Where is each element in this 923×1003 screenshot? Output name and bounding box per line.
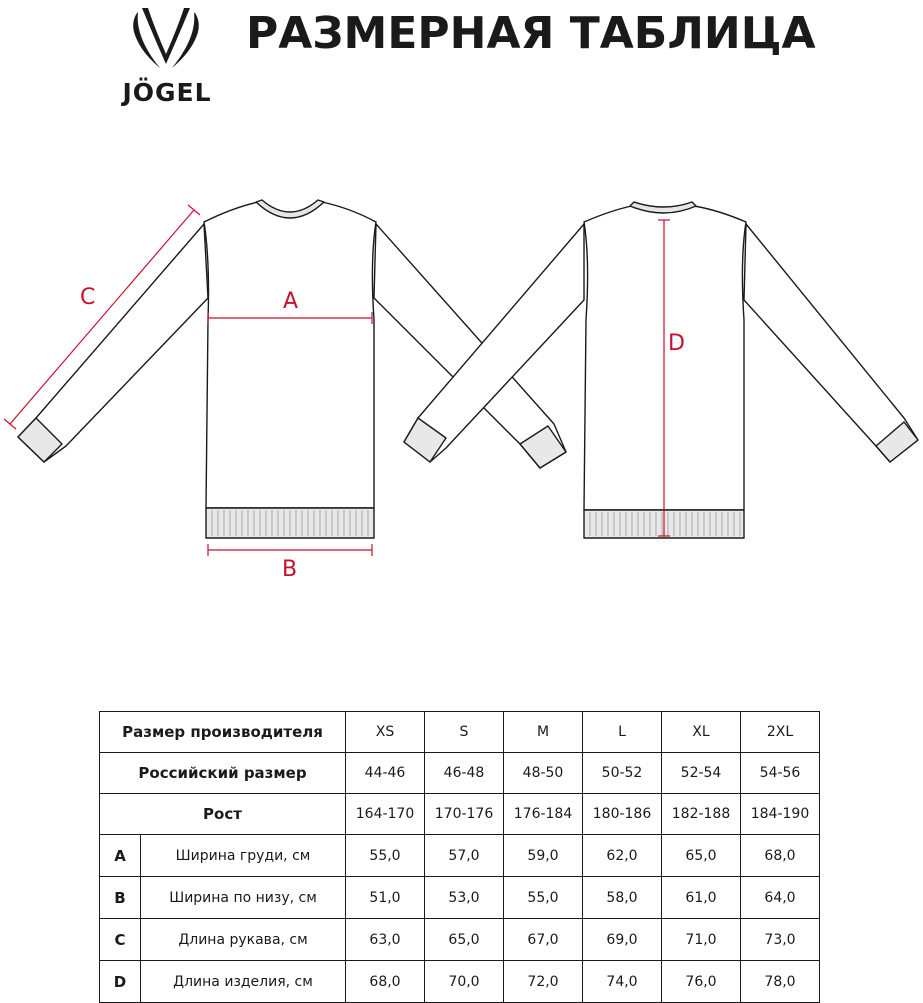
value-cell: 64,0 <box>741 877 820 919</box>
table-row-b <box>100 877 820 919</box>
front-body <box>204 202 376 508</box>
value-cell: 68,0 <box>741 835 820 877</box>
height-cell: 182-188 <box>662 794 741 835</box>
value-cell: 67,0 <box>504 919 583 961</box>
value-cell: 65,0 <box>662 835 741 877</box>
value-cell: 55,0 <box>504 877 583 919</box>
value-cell: 76,0 <box>662 961 741 1003</box>
height-cell: 170-176 <box>425 794 504 835</box>
value-cell: 61,0 <box>662 877 741 919</box>
value-cell: 59,0 <box>504 835 583 877</box>
jogel-emblem-icon <box>108 2 226 82</box>
size-cell: XL <box>662 712 741 753</box>
height-cell: 180-186 <box>583 794 662 835</box>
size-cell: 2XL <box>741 712 820 753</box>
russian-size-cell: 50-52 <box>583 753 662 794</box>
row-label: Ширина по низу, см <box>141 877 346 919</box>
value-cell: 73,0 <box>741 919 820 961</box>
header-maker-size: Размер производителя <box>100 712 346 753</box>
russian-size-cell: 44-46 <box>346 753 425 794</box>
row-letter: C <box>100 919 141 961</box>
russian-size-cell: 46-48 <box>425 753 504 794</box>
size-cell: S <box>425 712 504 753</box>
value-cell: 63,0 <box>346 919 425 961</box>
value-cell: 70,0 <box>425 961 504 1003</box>
value-cell: 57,0 <box>425 835 504 877</box>
size-cell: XS <box>346 712 425 753</box>
table-row-russian-size <box>100 753 820 794</box>
measure-d-label: D <box>668 331 685 356</box>
value-cell: 74,0 <box>583 961 662 1003</box>
brand-name: JÖGEL <box>122 78 212 107</box>
row-letter: D <box>100 961 141 1003</box>
page-title: РАЗМЕРНАЯ ТАБЛИЦА <box>246 8 816 59</box>
value-cell: 58,0 <box>583 877 662 919</box>
brand-logo <box>108 2 226 110</box>
header-height: Рост <box>100 794 346 835</box>
height-cell: 184-190 <box>741 794 820 835</box>
front-left-sleeve <box>18 224 208 462</box>
table-row-maker-size <box>100 712 820 753</box>
russian-size-cell: 54-56 <box>741 753 820 794</box>
back-body <box>584 206 746 510</box>
value-cell: 78,0 <box>741 961 820 1003</box>
measure-c-label: C <box>80 285 96 310</box>
row-label: Длина изделия, см <box>141 961 346 1003</box>
size-table <box>99 711 820 1003</box>
value-cell: 55,0 <box>346 835 425 877</box>
size-cell: L <box>583 712 662 753</box>
value-cell: 53,0 <box>425 877 504 919</box>
page-header <box>0 0 923 120</box>
header-russian-size: Российский размер <box>100 753 346 794</box>
row-letter: A <box>100 835 141 877</box>
value-cell: 72,0 <box>504 961 583 1003</box>
value-cell: 69,0 <box>583 919 662 961</box>
value-cell: 65,0 <box>425 919 504 961</box>
row-label: Длина рукава, см <box>141 919 346 961</box>
table-row-height <box>100 794 820 835</box>
table-row-a <box>100 835 820 877</box>
sweatshirt-drawing <box>0 180 923 600</box>
row-label: Ширина груди, см <box>141 835 346 877</box>
table-row-d <box>100 961 820 1003</box>
value-cell: 62,0 <box>583 835 662 877</box>
row-letter: B <box>100 877 141 919</box>
russian-size-cell: 52-54 <box>662 753 741 794</box>
size-cell: M <box>504 712 583 753</box>
value-cell: 71,0 <box>662 919 741 961</box>
back-right-sleeve <box>744 224 918 462</box>
value-cell: 51,0 <box>346 877 425 919</box>
measure-b-label: B <box>282 557 298 582</box>
height-cell: 164-170 <box>346 794 425 835</box>
measure-a-label: A <box>283 289 299 314</box>
value-cell: 68,0 <box>346 961 425 1003</box>
russian-size-cell: 48-50 <box>504 753 583 794</box>
height-cell: 176-184 <box>504 794 583 835</box>
table-row-c <box>100 919 820 961</box>
